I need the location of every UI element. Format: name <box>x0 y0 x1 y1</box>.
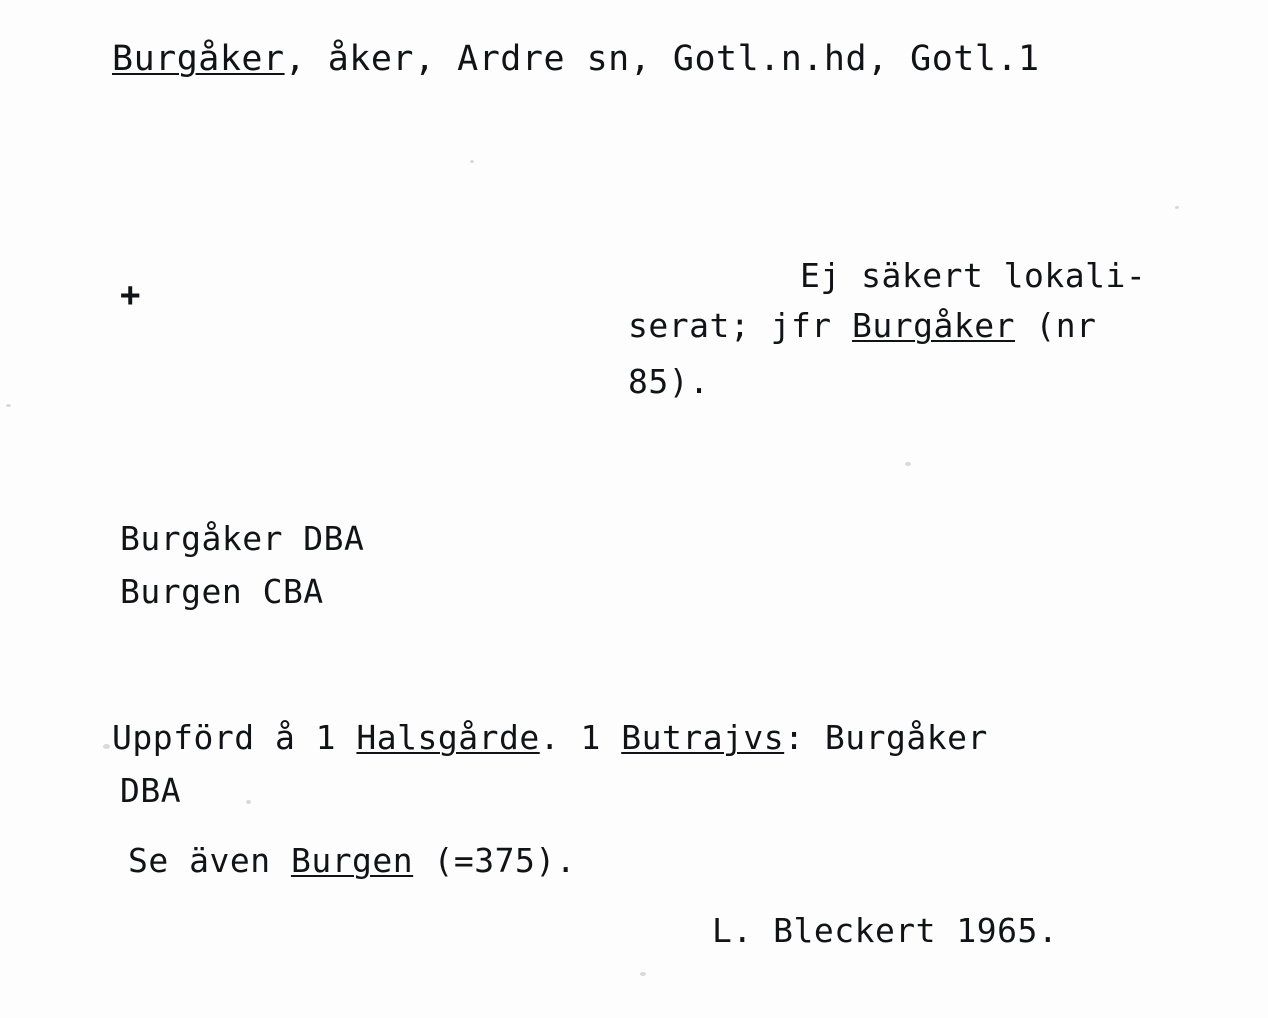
paper-speck <box>103 744 110 749</box>
body-line-1-c: : Burgåker <box>784 718 988 757</box>
note-line-2 <box>628 302 1096 350</box>
body-line-3-a: Se även <box>128 841 291 880</box>
form-entry: Burgåker DBA <box>120 519 365 558</box>
card-headline <box>112 38 1040 80</box>
paper-speck <box>1175 206 1179 209</box>
note-crossref: Burgåker <box>852 306 1015 345</box>
body-line-3-b: (=375). <box>413 841 577 880</box>
body-line-1-b: . 1 <box>539 718 622 757</box>
paper-speck <box>246 800 251 804</box>
signature: L. Bleckert 1965. <box>712 911 1059 950</box>
form-entry: Burgen CBA <box>120 572 324 611</box>
note-line-1: Ej säkert lokali- <box>800 256 1147 295</box>
plus-marker: + <box>120 275 141 315</box>
headline-rest: , åker, Ardre sn, Gotl.n.hd, Gotl.1 <box>284 39 1040 79</box>
body-line-3 <box>128 838 576 884</box>
body-line-1 <box>112 715 988 761</box>
paper-speck <box>905 462 911 466</box>
body-line-1-a: Uppförd å 1 <box>112 718 357 757</box>
body-line-2: DBA <box>120 771 182 810</box>
headword: Burgåker <box>112 39 285 79</box>
note-line-3: 85). <box>628 362 710 401</box>
body-crossref-burgen: Burgen <box>290 841 414 880</box>
note-line-2-post: (nr <box>1015 306 1097 345</box>
paper-speck <box>640 972 646 976</box>
note-line-2-pre: serat; jfr <box>628 306 853 345</box>
paper-speck <box>470 160 474 163</box>
body-crossref-butrajvs: Butrajvs <box>621 718 785 757</box>
body-crossref-halsgarde: Halsgårde <box>356 718 540 757</box>
paper-speck <box>6 404 11 407</box>
